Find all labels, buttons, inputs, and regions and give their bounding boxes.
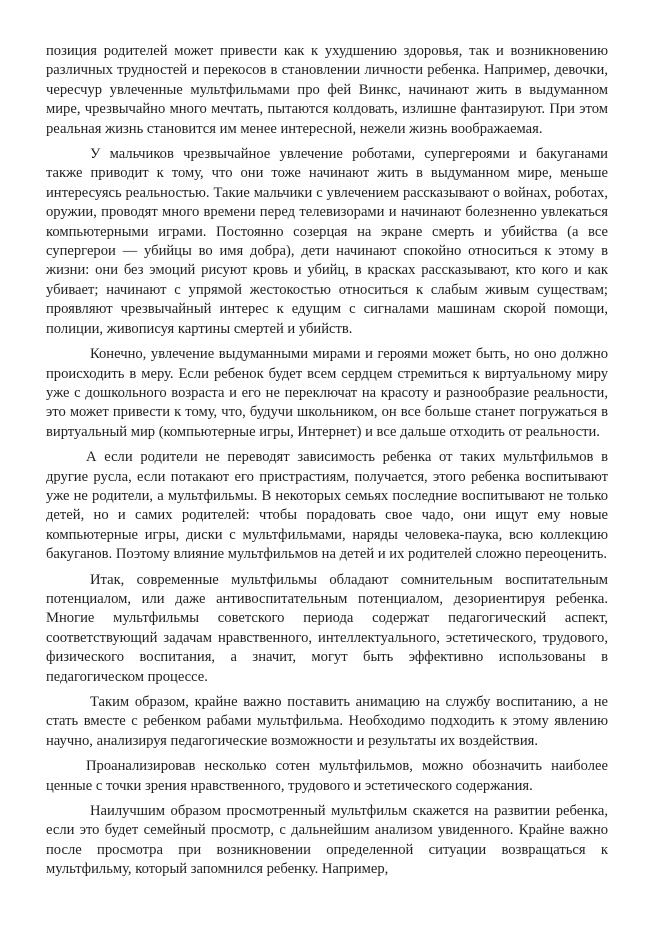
paragraph-7: Проанализировав несколько сотен мультфильмов, можно обозначить наиболее ценные с точки зрения нравственного, трудового и эстетического содержания. xyxy=(46,758,608,794)
paragraph-8: Наилучшим образом просмотренный мультфильм скажется на развитии ребенка, если это будет семейный просмотр, с дальнейшим анализом увиденного. Крайне важно после просмотра при возникновении определенной ситуации возвращаться к мультфильму, который запомнился ребенку. Например, xyxy=(46,803,608,878)
paragraph-1: позиция родителей может привести как к ухудшению здоровья, так и возникновению различных трудностей и перекосов в становлении личности ребенка. Например, девочки, чересчур увлеченные мультфильмами про фей Винкс, начинают жить в выдуманном мире, чрезвычайно много мечтать, пытаются колдовать, излишне фантазируют. При этом реальная жизнь становится им менее интересной, нежели жизнь воображаемая. xyxy=(46,43,608,137)
document-page xyxy=(46,42,608,880)
paragraph-6: Таким образом, крайне важно поставить анимацию на службу воспитанию, а не стать вместе с ребенком рабами мультфильма. Необходимо подходить к этому явлению научно, анализируя педагогические возможности и результаты их воздействия. xyxy=(46,694,608,749)
paragraph-4: А если родители не переводят зависимость ребенка от таких мультфильмов в другие русла, если потакают его пристрастиям, получается, этого ребенка воспитывают уже не родители, а мультфильмы. В некоторых семьях последние воспитывают не только детей, но и самих родителей: чтобы порадовать свое чадо, они ищут ему новые компьютерные игры, диски с мультфильмами, наряды человека-паука, всю коллекцию бакуганов. Поэтому влияние мультфильмов на детей и их родителей сложно переоценить. xyxy=(46,449,608,563)
paragraph-5: Итак, современные мультфильмы обладают сомнительным воспитательным потенциалом, или даже антивоспитательным потенциалом, дезориентируя ребенка. Многие мультфильмы советского периода содержат педагогический аспект, соответствующий задачам нравственного, интеллектуального, эстетического, трудового, физического воспитания, а значит, могут быть эффективно использованы в педагогическом процессе. xyxy=(46,571,608,685)
paragraph-3: Конечно, увлечение выдуманными мирами и героями может быть, но оно должно происходить в меру. Если ребенок будет всем сердцем стремиться к виртуальному миру уже с дошкольного возраста и его не переключат на красоту и разнообразие реальности, это может привести к тому, что, будучи школьником, он все больше станет погружаться в виртуальный мир (компьютерные игры, Интернет) и все дальше отходить от реальности. xyxy=(46,346,608,440)
paragraph-2: У мальчиков чрезвычайное увлечение роботами, супергероями и бакуганами также приводит к тому, что они тоже начинают жить в выдуманном мире, меньше интересуясь реальностью. Такие мальчики с увлечением рассказывают о войнах, роботах, оружии, проводят много времени перед телевизорами и начинают болезненно увлекаться компьютерными играми. Постоянно созерцая на экране смерть и убийства (а все супергерои — убийцы во имя добра), дети начинают спокойно относиться к этому в жизни: они без эмоций рисуют кровь и убийц, в красках рассказывают, кто кого и как убивает; начинают с упрямой жестокостью относиться к слабым живым существам; проявляют чрезвычайный интерес к едущим с сигналами машинам скорой помощи, полиции, живописуя картины смертей и убийств. xyxy=(46,146,608,337)
